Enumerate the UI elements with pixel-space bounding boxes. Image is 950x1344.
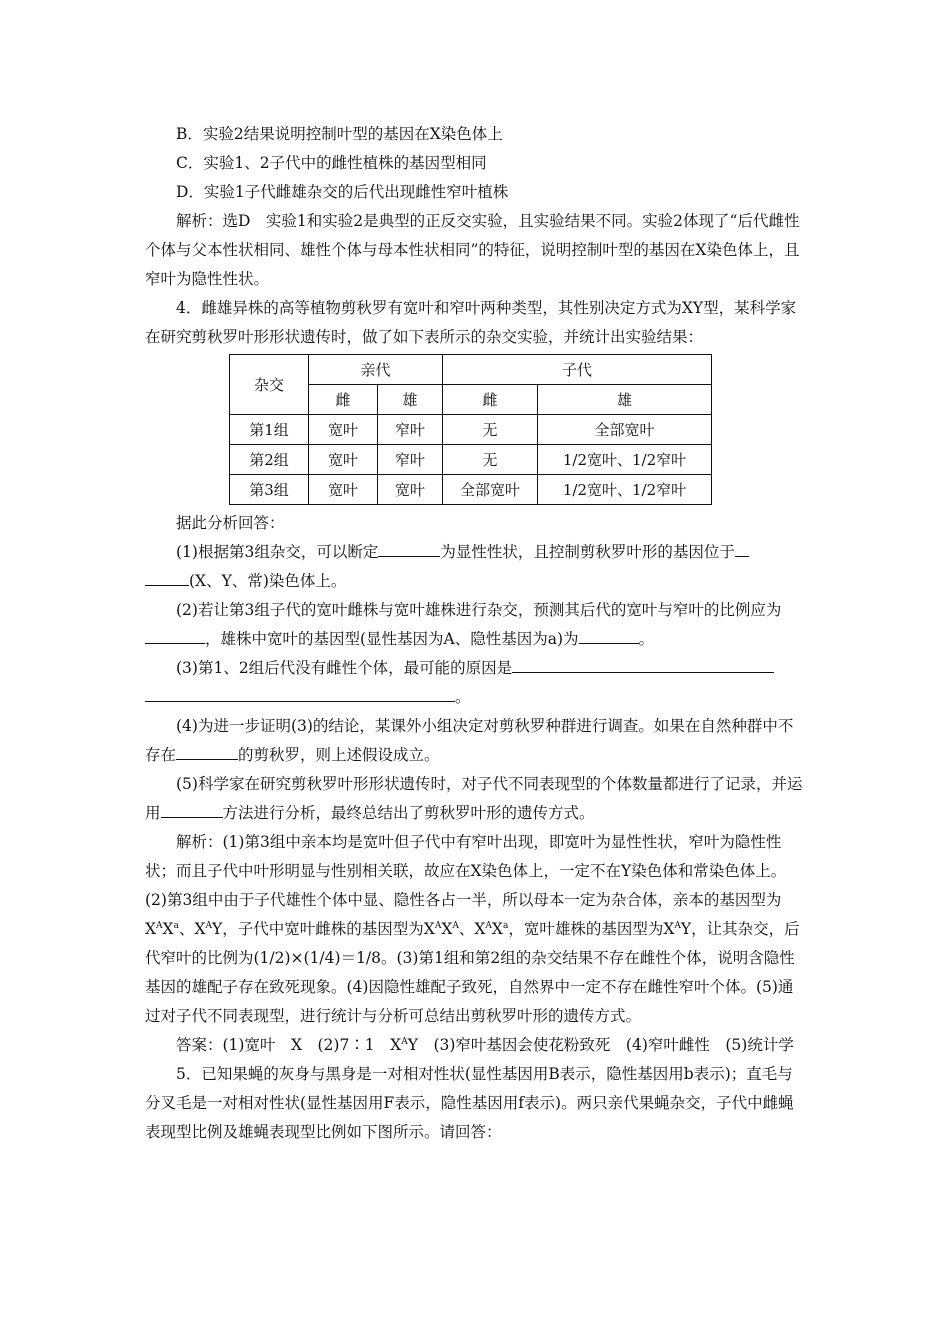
answer-blank[interactable] — [176, 741, 238, 760]
question-4-stem: 4．雌雄异株的高等植物剪秋罗有宽叶和窄叶两种类型，其性别决定方式为XY型，某科学家在研究剪秋罗叶形形状遗传时，做了如下表所示的杂交实验，并统计出实验结果： — [145, 299, 797, 346]
table-subheader: 雄 — [538, 385, 712, 415]
table-cell: 宽叶 — [309, 475, 378, 505]
table-cell: 无 — [443, 445, 538, 475]
option-c: C．实验1、2子代中的雌性植株的基因型相同 — [176, 154, 487, 172]
sub-question-1: (1)根据第3组杂交，可以断定 为显性性状，且控制剪秋罗叶形的基因位于 (X、Y、常)染色体上。 — [145, 538, 805, 596]
table-cell: 1/2宽叶、1/2窄叶 — [538, 445, 712, 475]
question-5-stem: 5．已知果蝇的灰身与黑身是一对相对性状(显性基因用B表示，隐性基因用b表示)；直毛与分叉毛是一对相对性状(显性基因用F表示，隐性基因用f表示)。两只亲代果蝇杂交，子代中雌蝇表现型比例及雄蝇表现型比例如下图所示。请回答： — [145, 1065, 794, 1141]
table-cell: 宽叶 — [378, 475, 443, 505]
table-cell: 宽叶 — [309, 415, 378, 445]
table-cell: 第1组 — [230, 415, 309, 445]
answer-blank[interactable] — [378, 538, 440, 557]
answer-blank[interactable] — [735, 538, 749, 557]
table-cell: 全部宽叶 — [538, 415, 712, 445]
answer-blank[interactable] — [161, 799, 223, 818]
table-cell: 窄叶 — [378, 415, 443, 445]
option-d: D．实验1子代雌雄杂交的后代出现雌性窄叶植株 — [176, 183, 509, 201]
sub-question-2: (2)若让第3组子代的宽叶雌株与宽叶雄株进行杂交，预测其后代的宽叶与窄叶的比例应为，雄株中宽叶的基因型(显性基因为A、隐性基因为a)为 。 — [145, 596, 805, 654]
table-header-offspring: 子代 — [443, 355, 712, 385]
sub-question-3: (3)第1、2组后代没有雌性个体，最可能的原因是 。 — [145, 654, 805, 712]
document-body — [145, 120, 805, 1147]
analysis-q4: 解析：(1)第3组中亲本均是宽叶但子代中有窄叶出现，即宽叶为显性性状，窄叶为隐性性状；而且子代中叶形明显与性别相关联，故应在X染色体上，一定不在Y染色体和常染色体上。(2)第3组中由于子代雄性个体中显、隐性各占一半，所以母本一定为杂合体，亲本的基因型为$X^AX^a$、$X^AY$，子代中宽叶雌株的基因型为$X^AX^A$、$X^AX^a$，宽叶雄株的基因型为$X^AY$，让其杂交，后代窄叶的比例为(1/2)×(1/4)＝1/8。(3)第1组和第2组的杂交结果不存在雌性个体，说明含隐性基因的雄配子存在致死现象。(4)因隐性雄配子致死，自然界中一定不存在雌性窄叶个体。(5)通过对子代不同表现型，进行统计与分析可总结出剪秋罗叶形的遗传方式。 — [145, 833, 800, 1025]
table-header-parent: 亲代 — [309, 355, 443, 385]
table-cell: 宽叶 — [309, 445, 378, 475]
table-subheader: 雄 — [378, 385, 443, 415]
table-row — [230, 475, 712, 505]
analysis-q3: 解析：选D 实验1和实验2是典型的正反交实验，且实验结果不同。实验2体现了“后代雌性个体与父本性状相同、雄性个体与母本性状相同”的特征，说明控制叶型的基因在X染色体上，且窄叶为隐性性状。 — [145, 212, 800, 288]
table-cell: 第2组 — [230, 445, 309, 475]
table-cell: 窄叶 — [378, 445, 443, 475]
table-cell: 全部宽叶 — [443, 475, 538, 505]
answer-blank[interactable] — [512, 654, 774, 673]
table-subheader: 雌 — [309, 385, 378, 415]
answer-blank[interactable] — [145, 567, 189, 586]
analysis-prompt: 据此分析回答： — [176, 514, 285, 532]
table-header-cross: 杂交 — [230, 355, 309, 415]
answer-blank[interactable] — [145, 625, 205, 644]
option-b: B．实验2结果说明控制叶型的基因在X染色体上 — [176, 125, 503, 143]
table-row — [230, 415, 712, 445]
answer-q4: 答案：(1)宽叶 X (2)7∶1 $X^AY$ (3)窄叶基因会使花粉致死 (4)窄叶雌性 (5)统计学 — [176, 1036, 794, 1054]
table-row — [230, 445, 712, 475]
sub-question-4: (4)为进一步证明(3)的结论，某课外小组决定对剪秋罗种群进行调查。如果在自然种群中不存在 的剪秋罗，则上述假设成立。 — [145, 717, 794, 764]
table-subheader: 雌 — [443, 385, 538, 415]
answer-blank[interactable] — [145, 683, 455, 702]
table-cell: 1/2宽叶、1/2窄叶 — [538, 475, 712, 505]
answer-blank[interactable] — [579, 625, 639, 644]
table-cell: 无 — [443, 415, 538, 445]
table-cell: 第3组 — [230, 475, 309, 505]
sub-question-5: (5)科学家在研究剪秋罗叶形形状遗传时，对子代不同表现型的个体数量都进行了记录，并运用 方法进行分析，最终总结出了剪秋罗叶形的遗传方式。 — [145, 775, 803, 822]
cross-experiment-table — [229, 354, 712, 505]
